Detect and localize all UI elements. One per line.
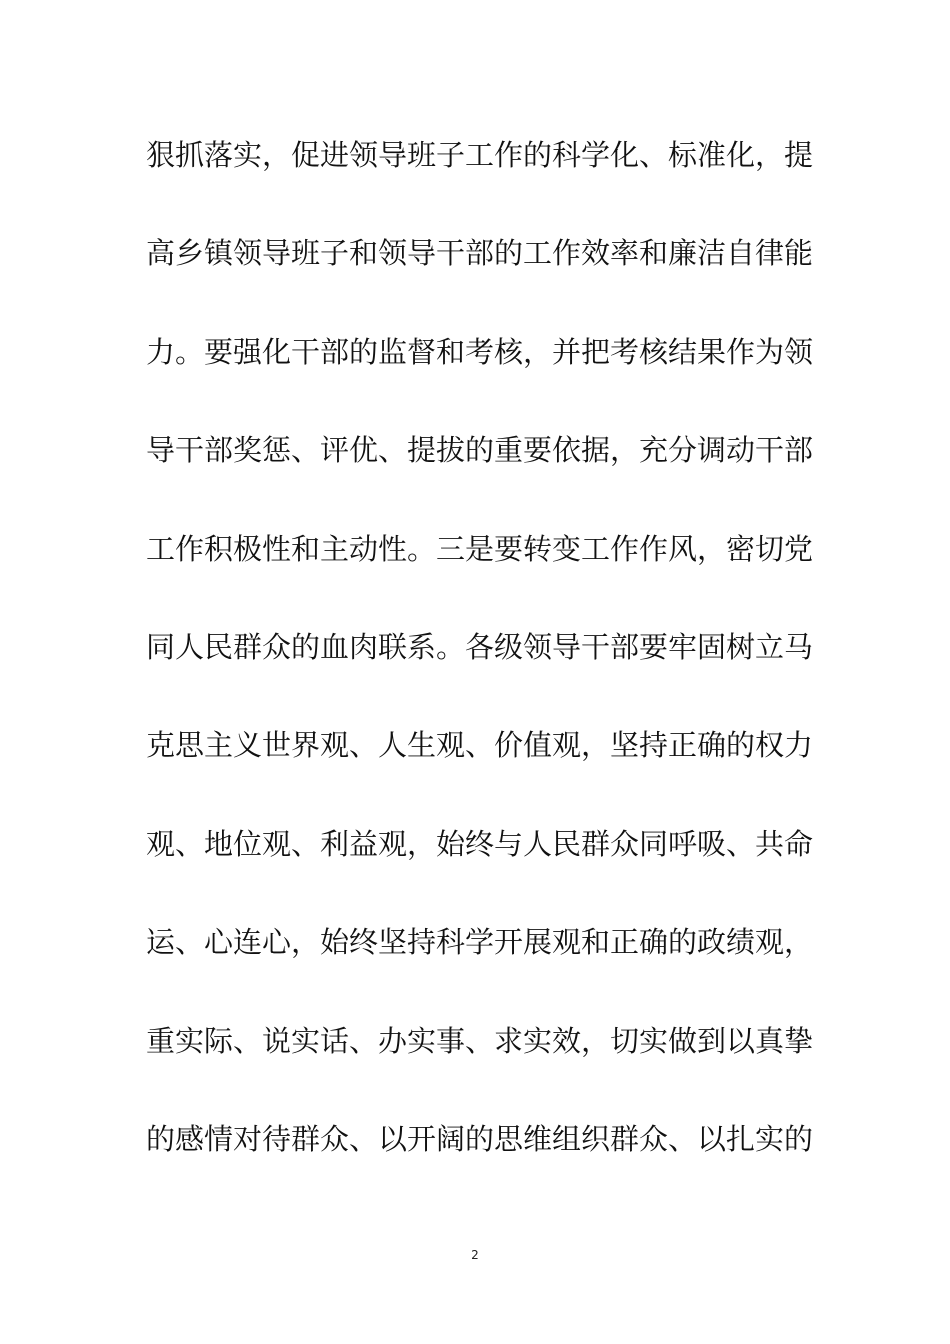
text-line: 力。要强化干部的监督和考核，并把考核结果作为领 — [146, 334, 814, 369]
text-line: 克思主义世界观、人生观、价值观，坚持正确的权力 — [146, 728, 814, 763]
text-line: 运、心连心，始终坚持科学开展观和正确的政绩观， — [146, 925, 814, 960]
text-line: 导干部奖惩、评优、提拔的重要依据，充分调动干部 — [146, 433, 814, 468]
text-line: 狠抓落实，促进领导班子工作的科学化、标准化，提 — [146, 138, 814, 172]
body-text — [146, 130, 814, 1212]
text-line: 的感情对待群众、以开阔的思维组织群众、以扎实的 — [146, 1121, 814, 1156]
text-line: 同人民群众的血肉联系。各级领导干部要牢固树立马 — [146, 629, 814, 664]
text-line: 重实际、说实话、办实事、求实效，切实做到以真挚 — [146, 1023, 814, 1058]
page-number: 2 — [471, 1248, 479, 1262]
text-line: 高乡镇领导班子和领导干部的工作效率和廉洁自律能 — [146, 236, 814, 271]
text-line: 工作积极性和主动性。三是要转变工作作风，密切党 — [146, 531, 814, 566]
text-line: 观、地位观、利益观，始终与人民群众同呼吸、共命 — [146, 826, 814, 861]
